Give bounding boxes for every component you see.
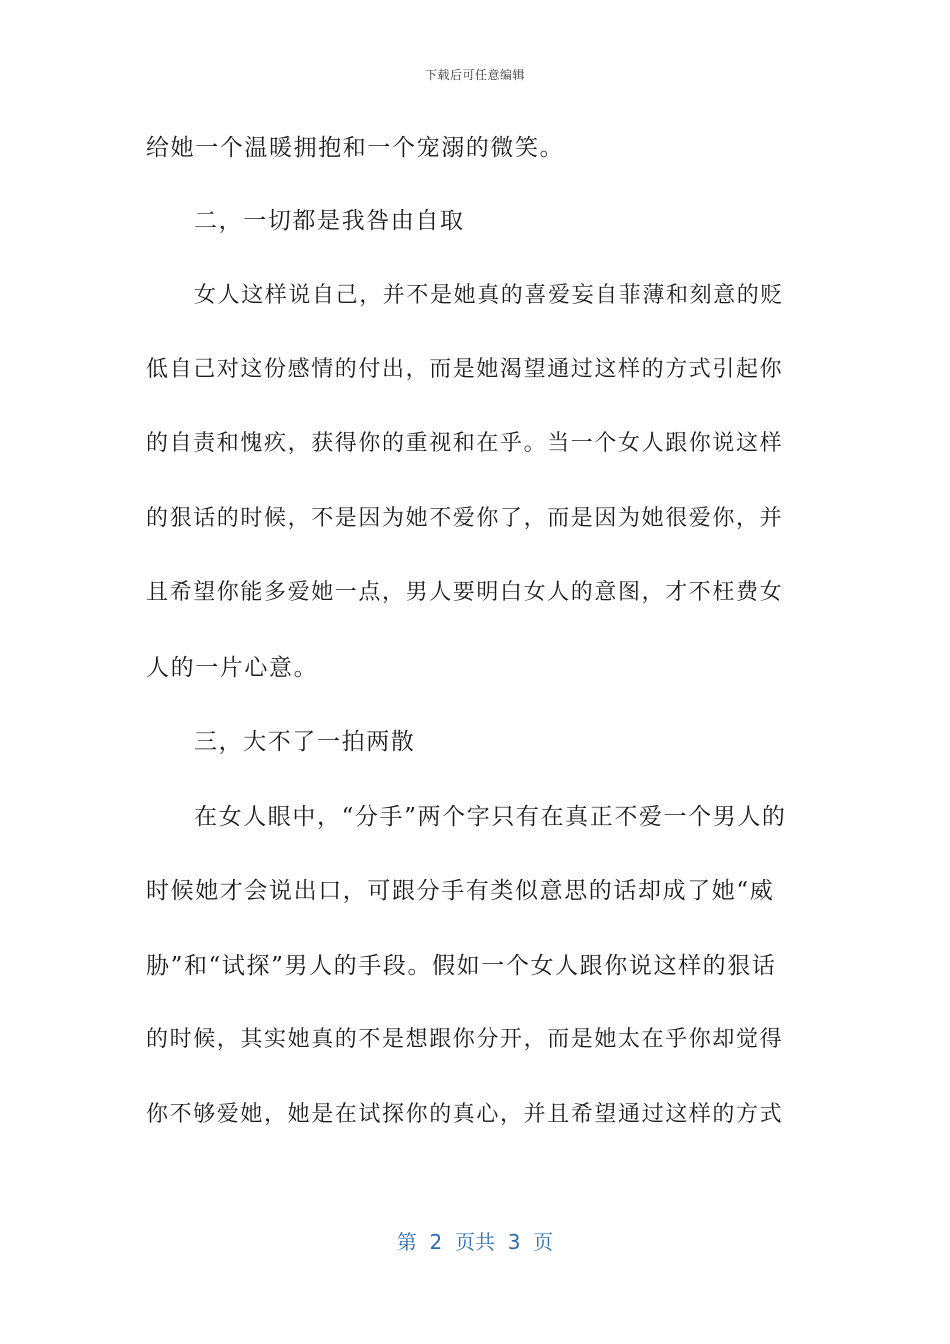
header-note: 下载后可任意编辑 bbox=[424, 68, 525, 82]
paragraph-line: 胁”和“试探”男人的手段。假如一个女人跟你说这样的狠话 bbox=[146, 953, 777, 979]
paragraph-line: 的狠话的时候，不是因为她不爱你了，而是因为她很爱你，并 bbox=[146, 506, 784, 531]
paragraph-line: 且希望你能多爱她一点，男人要明白女人的意图，才不枉费女 bbox=[146, 580, 784, 605]
paragraph-line: 人的一片心意。 bbox=[146, 655, 319, 681]
paragraph-line: 低自己对这份感情的付出，而是她渴望通过这样的方式引起你 bbox=[146, 357, 784, 382]
paragraph-line: 在女人眼中，“分手”两个字只有在真正不爱一个男人的 bbox=[194, 804, 787, 830]
paragraph-line: 的时候，其实她真的不是想跟你分开，而是她太在乎你却觉得 bbox=[146, 1027, 784, 1052]
paragraph-line: 你不够爱她，她是在试探你的真心，并且希望通过这样的方式 bbox=[146, 1102, 784, 1127]
page-number: 第 2 页共 3 页 bbox=[396, 1230, 554, 1254]
section-heading: 三，大不了一拍两散 bbox=[194, 729, 416, 755]
paragraph-line: 女人这样说自己，并不是她真的喜爱妄自菲薄和刻意的贬 bbox=[194, 283, 785, 308]
paragraph-line: 时候她才会说出口，可跟分手有类似意思的话却成了她“威 bbox=[146, 878, 775, 904]
paragraph-line: 给她一个温暖拥抱和一个宠溺的微笑。 bbox=[146, 135, 565, 161]
section-heading: 二，一切都是我咎由自取 bbox=[194, 208, 465, 234]
paragraph-line: 的自责和愧疚，获得你的重视和在乎。当一个女人跟你说这样 bbox=[146, 431, 784, 456]
page-footer bbox=[0, 1226, 950, 1255]
